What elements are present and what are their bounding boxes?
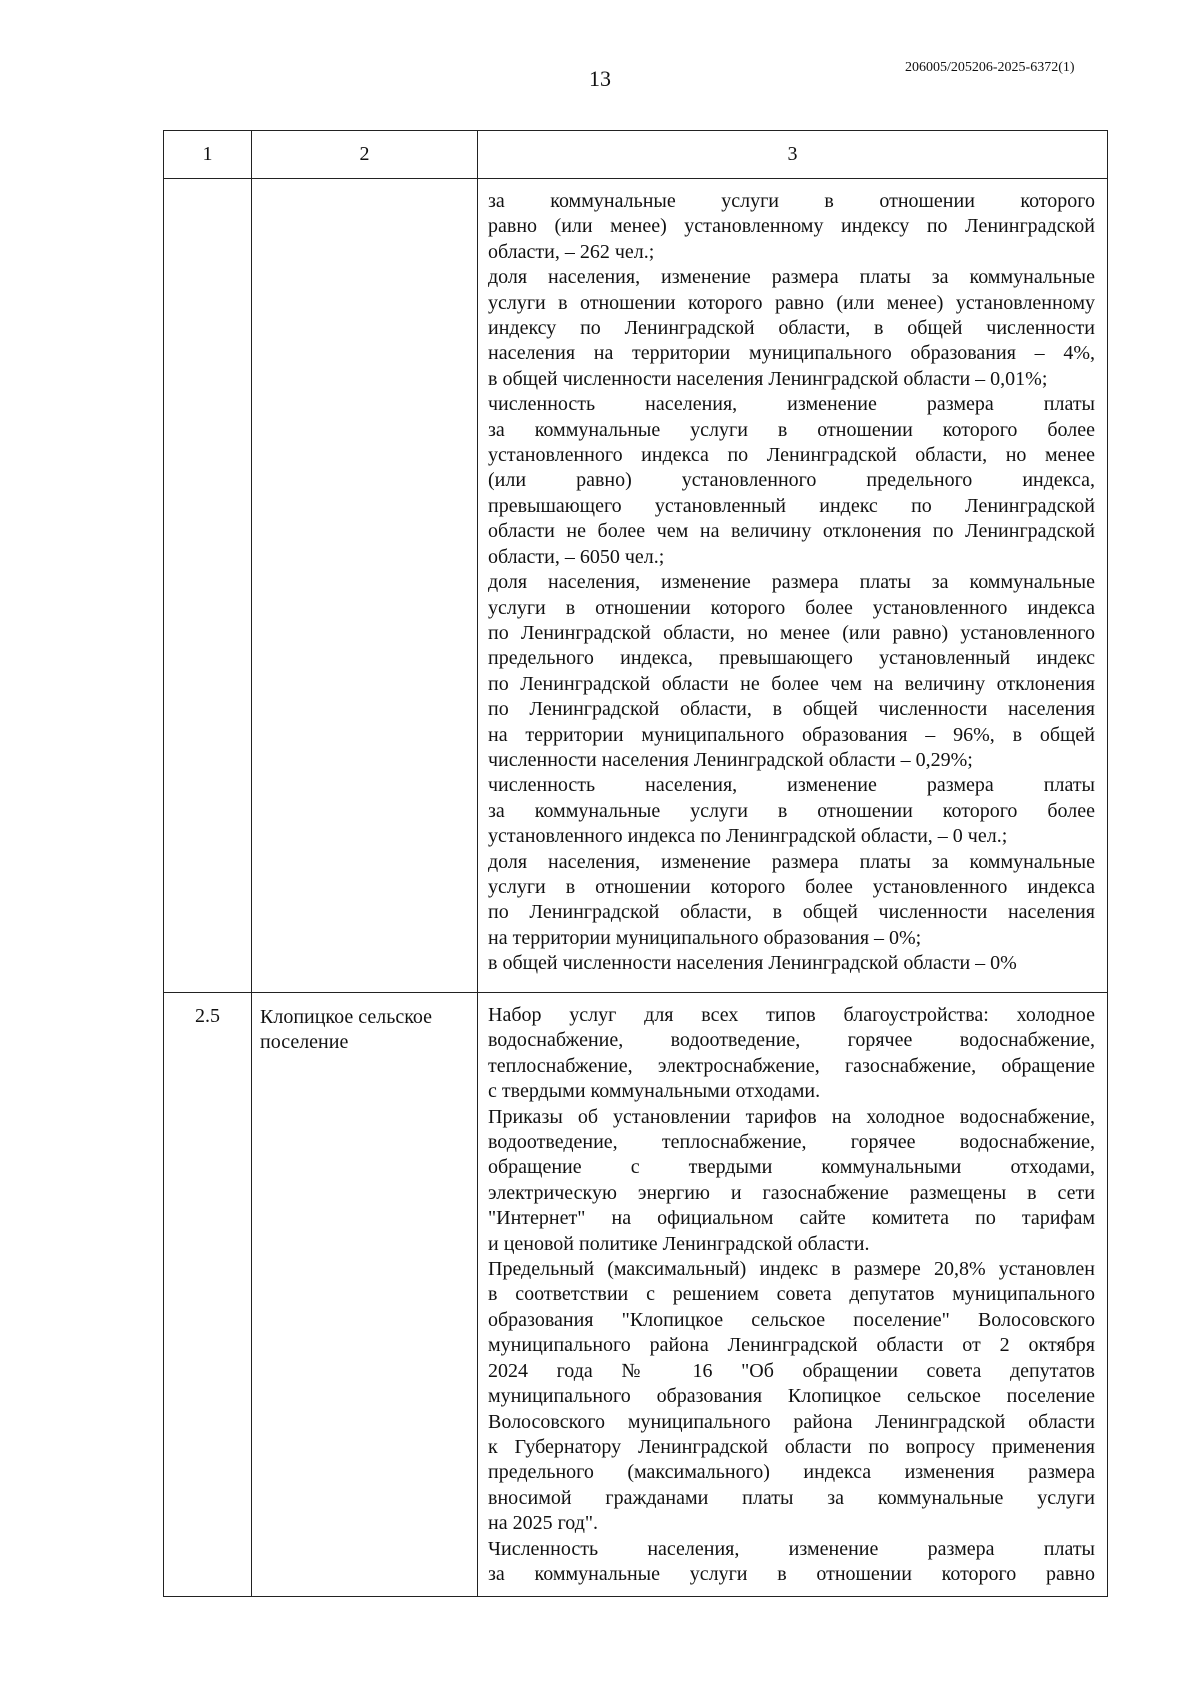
text-line: Приказы об установлении тарифов на холодное водоснабжение, bbox=[488, 1105, 1095, 1128]
text-line: Волосовского муниципального района Ленинградской области bbox=[488, 1410, 1095, 1433]
settlement-name: Клопицкое сельское поселение bbox=[252, 993, 478, 1596]
table-row-2-5 bbox=[164, 992, 1107, 1596]
row-number: 2.5 bbox=[164, 993, 252, 1596]
continuation-col-2 bbox=[252, 179, 478, 992]
text-line: с твердыми коммунальными отходами. bbox=[488, 1080, 821, 1103]
continuation-text bbox=[478, 179, 1107, 977]
text-line: в соответствии с решением совета депутатов муниципального bbox=[488, 1283, 1095, 1306]
text-line: численности населения Ленинградской области – 0,29%; bbox=[488, 748, 973, 771]
text-line: услуги в отношении которого более установленного индекса bbox=[488, 875, 1095, 898]
header-col-2: 2 bbox=[252, 131, 478, 178]
text-line: установленного индекса по Ленинградской области, но менее bbox=[488, 444, 1095, 467]
text-line: за коммунальные услуги в отношении которого равно bbox=[488, 1562, 1095, 1585]
text-line: вносимой гражданами платы за коммунальные услуги bbox=[488, 1486, 1095, 1509]
page-number: 13 bbox=[589, 66, 611, 91]
text-line: численность населения, изменение размера платы bbox=[488, 393, 1095, 416]
text-line: за коммунальные услуги в отношении которого bbox=[488, 190, 1095, 212]
text-line: в общей численности населения Ленинградской области – 0,01%; bbox=[488, 367, 1048, 390]
text-line: электрическую энергию и газоснабжение размещены в сети bbox=[488, 1181, 1095, 1204]
text-line: превышающего установленный индекс по Ленинградской bbox=[488, 494, 1095, 517]
text-line: по Ленинградской области, в общей численности населения bbox=[488, 698, 1095, 721]
text-line: Численность населения, изменение размера платы bbox=[488, 1537, 1095, 1560]
text-line: доля населения, изменение размера платы за коммунальные bbox=[488, 266, 1095, 289]
text-line: на 2025 год". bbox=[488, 1512, 599, 1535]
text-line: равно (или менее) установленному индексу по Ленинградской bbox=[488, 215, 1095, 238]
text-line: населения на территории муниципального образования – 4%, bbox=[488, 342, 1095, 365]
text-line: за коммунальные услуги в отношении которого более bbox=[488, 799, 1095, 822]
row-2-5-text bbox=[488, 1003, 1095, 1587]
text-line: за коммунальные услуги в отношении которого более bbox=[488, 418, 1095, 441]
data-table bbox=[163, 130, 1108, 1597]
text-line: услуги в отношении которого более установленного индекса bbox=[488, 596, 1095, 619]
text-line: по Ленинградской области, в общей численности населения bbox=[488, 901, 1095, 924]
text-line: в общей численности населения Ленинградской области – 0% bbox=[488, 952, 1017, 975]
text-line: муниципального района Ленинградской области от 2 октября bbox=[488, 1334, 1095, 1357]
text-line: на территории муниципального образования – 0%; bbox=[488, 926, 922, 949]
text-line: теплоснабжение, электроснабжение, газоснабжение, обращение bbox=[488, 1054, 1095, 1077]
text-line: по Ленинградской области, но менее (или равно) установленного bbox=[488, 621, 1095, 644]
text-line: индексу по Ленинградской области, в общей численности bbox=[488, 317, 1095, 340]
text-line: доля населения, изменение размера платы за коммунальные bbox=[488, 571, 1095, 594]
text-line: численность населения, изменение размера платы bbox=[488, 774, 1095, 797]
text-line: Набор услуг для всех типов благоустройства: холодное bbox=[488, 1004, 1095, 1026]
text-line: установленного индекса по Ленинградской области, – 0 чел.; bbox=[488, 825, 1008, 848]
continuation-col-1 bbox=[164, 179, 252, 992]
header-col-1: 1 bbox=[164, 131, 252, 178]
text-line: по Ленинградской области не более чем на величину отклонения bbox=[488, 672, 1095, 695]
text-line: области не более чем на величину отклонения по Ленинградской bbox=[488, 520, 1095, 543]
text-line: предельного (максимального) индекса изменения размера bbox=[488, 1461, 1095, 1484]
text-line: 2024 года № 16 "Об обращении совета депутатов bbox=[488, 1359, 1095, 1382]
text-line: области, – 6050 чел.; bbox=[488, 545, 665, 568]
document-code: 206005/205206-2025-6372(1) bbox=[905, 60, 1075, 75]
row-2-5-description bbox=[478, 993, 1107, 1596]
text-line: доля населения, изменение размера платы за коммунальные bbox=[488, 850, 1095, 873]
text-line: образования "Клопицкое сельское поселение" Волосовского bbox=[488, 1308, 1095, 1331]
text-line: водоснабжение, водоотведение, горячее водоснабжение, bbox=[488, 1029, 1095, 1052]
text-line: к Губернатору Ленинградской области по вопросу применения bbox=[488, 1435, 1095, 1458]
header-col-3: 3 bbox=[787, 143, 798, 165]
text-line: области, – 262 чел.; bbox=[488, 240, 655, 263]
text-line: предельного индекса, превышающего установленный индекс bbox=[488, 647, 1095, 670]
text-line: (или равно) установленного предельного индекса, bbox=[488, 469, 1095, 492]
table-header-row bbox=[164, 131, 1107, 178]
text-line: услуги в отношении которого равно (или менее) установленному bbox=[488, 291, 1095, 314]
text-line: "Интернет" на официальном сайте комитета по тарифам bbox=[488, 1207, 1095, 1230]
text-line: и ценовой политике Ленинградской области. bbox=[488, 1232, 870, 1255]
text-line: Предельный (максимальный) индекс в размере 20,8% установлен bbox=[488, 1258, 1095, 1281]
text-line: водоотведение, теплоснабжение, горячее водоснабжение, bbox=[488, 1131, 1095, 1154]
table-row-continuation bbox=[164, 178, 1107, 992]
continuation-col-3 bbox=[478, 179, 1107, 992]
text-line: муниципального образования Клопицкое сельское поселение bbox=[488, 1385, 1095, 1408]
text-line: на территории муниципального образования – 96%, в общей bbox=[488, 723, 1095, 746]
text-line: обращение с твердыми коммунальными отходами, bbox=[488, 1156, 1095, 1179]
